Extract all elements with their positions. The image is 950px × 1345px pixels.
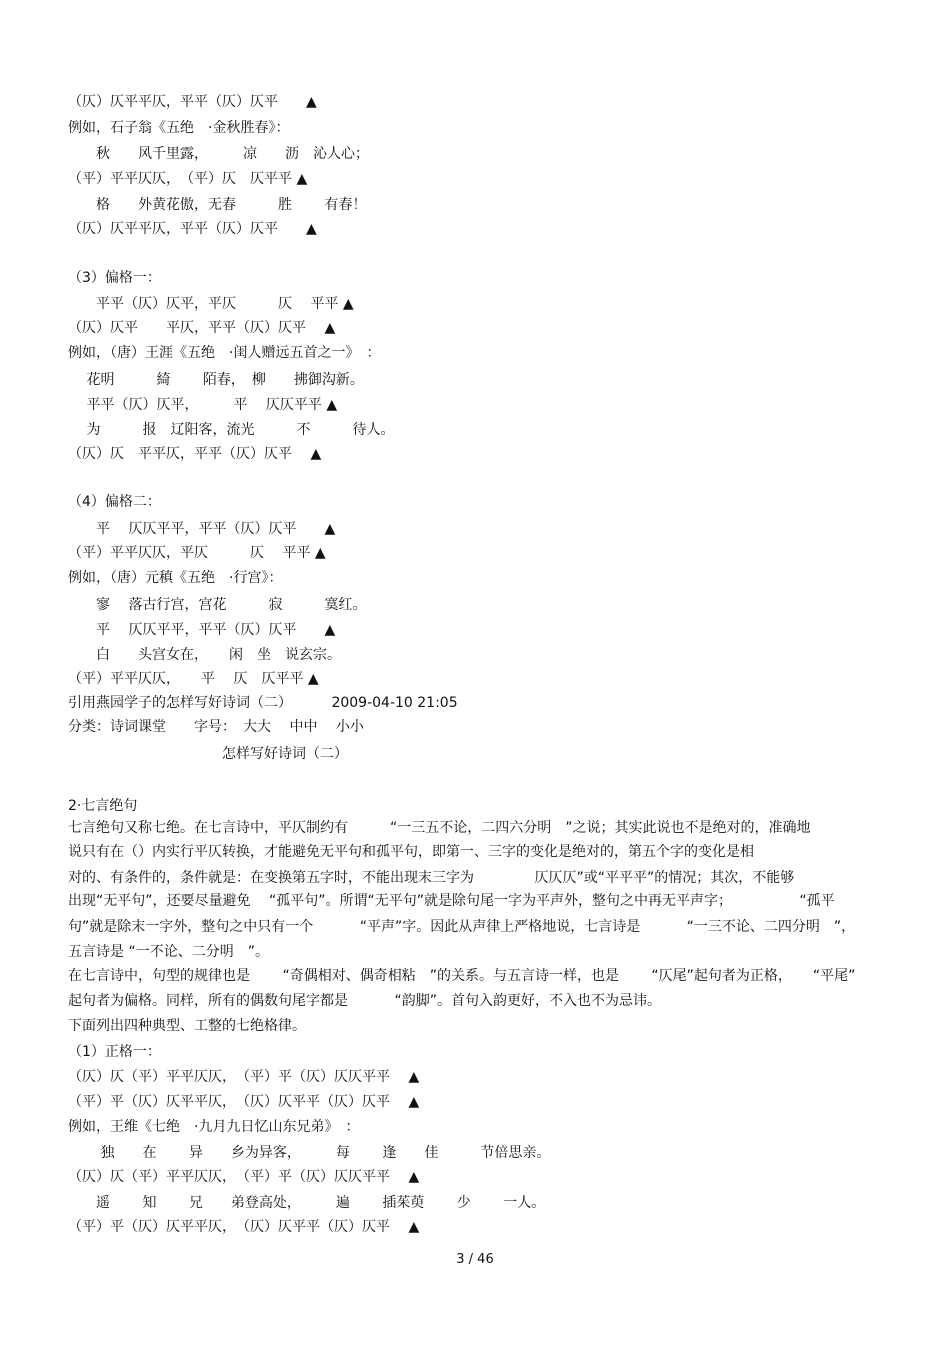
text-line: 平 仄仄平平，平平（仄）仄平 ▲	[68, 622, 336, 638]
section-heading: （1）正格一：	[68, 1044, 161, 1060]
text-line: （平）平（仄）仄平平仄， （仄）仄平平（仄）仄平 ▲	[68, 1094, 420, 1110]
text-line: 为 报 辽阳客，流光 不 待人。	[68, 422, 395, 438]
paragraph-line: 对的、有条件的，条件就是：在变换第五字时，不能出现末三字为 仄仄仄”或“平平平”的情况；其次，不能够	[68, 870, 795, 886]
text-line: 例如，（唐）王涯《五绝 ·闺人赠远五首之一》 ：	[68, 345, 381, 361]
page-number: 3 / 46	[456, 1252, 494, 1267]
text-line: 寥 落古行宫，宫花 寂 寞红。	[68, 597, 367, 613]
paragraph-line: 七言绝句又称七绝。在七言诗中，平仄制约有 “一三五不论，二四六分明 ”之说；其实此说也不是绝对的，准确地	[68, 820, 811, 836]
paragraph-line: 在七言诗中，句型的规律也是 “奇偶相对、偶奇相粘 ”的关系。与五言诗一样，也是 “仄尾”起句者为正格， “平尾”	[68, 968, 856, 984]
text-line: 平 仄仄平平，平平（仄）仄平 ▲	[68, 521, 336, 537]
text-line: 平平（仄）仄平，平仄 仄 平平 ▲	[68, 296, 354, 312]
text-line: （仄）仄 平平仄，平平（仄）仄平 ▲	[68, 446, 322, 462]
section-heading: 2·七言绝句	[68, 798, 138, 814]
text-line: （仄）仄平平仄，平平（仄）仄平 ▲	[68, 94, 317, 110]
text-line: （平）平平仄仄， （平）仄 仄平平 ▲	[68, 171, 308, 187]
text-line: （平）平平仄仄， 平 仄 仄平平 ▲	[68, 671, 319, 687]
paragraph-line: 出现“无平句”，还要尽量避免 “孤平句”。所谓“无平句”就是除句尾一字为平声外，整句之中再无平声字； “孤平	[68, 893, 835, 909]
paragraph-line: 说只有在（）内实行平仄转换，才能避免无平句和孤平句，即第一、三字的变化是绝对的，第五个字的变化是相	[68, 844, 754, 860]
text-line: 独 在 异 乡为异客， 每 逢 佳 节倍思亲。	[68, 1145, 551, 1161]
text-line: 格 外黄花傲，无春 胜 有春！	[68, 197, 367, 213]
text-line: 白 头宫女在， 闲 坐 说玄宗。	[68, 647, 341, 663]
text-line: （仄）仄平平仄，平平（仄）仄平 ▲	[68, 221, 317, 237]
text-line: （仄）仄平 平仄，平平（仄）仄平 ▲	[68, 320, 336, 336]
article-header: 引用燕园学子的怎样写好诗词（二） 2009-04-10 21:05	[68, 695, 458, 711]
text-line: （平）平（仄）仄平平仄， （仄）仄平平（仄）仄平 ▲	[68, 1219, 420, 1235]
text-line: 例如，石子翁《五绝 ·金秋胜春》：	[68, 120, 290, 136]
text-line: （仄）仄（平）平平仄仄， （平）平（仄）仄仄平平 ▲	[68, 1069, 420, 1085]
paragraph-line: 句”就是除末一字外，整句之中只有一个 “平声”字。因此从声律上严格地说，七言诗是 “一三不论、二四分明 ”，	[68, 919, 856, 935]
paragraph-line: 下面列出四种典型、工整的七绝格律。	[68, 1018, 306, 1034]
section-heading: （4）偏格二：	[68, 494, 161, 510]
article-title: 怎样写好诗词（二）	[68, 746, 348, 762]
text-line: 例如，王维《七绝 ·九月九日忆山东兄弟》 ：	[68, 1119, 360, 1135]
paragraph-line: 五言诗是 “一不论、二分明 ”。	[68, 944, 269, 960]
text-line: 例如，（唐）元稹《五绝 ·行宫》：	[68, 570, 283, 586]
paragraph-line: 起句者为偏格。同样，所有的偶数句尾字都是 “韵脚”。首句入韵更好，不入也不为忌讳。	[68, 993, 661, 1009]
text-line: 花明 綺 陌春， 柳 拂御沟新。	[68, 372, 364, 388]
section-heading: （3）偏格一：	[68, 270, 161, 286]
text-line: 平平（仄）仄平， 平 仄仄平平 ▲	[68, 397, 338, 413]
text-line: 秋 风千里露， 凉 沥 沁人心；	[68, 146, 369, 162]
text-line: （仄）仄（平）平平仄仄， （平）平（仄）仄仄平平 ▲	[68, 1169, 420, 1185]
text-line: 遥 知 兄 弟登高处， 遍 插茱萸 少 一人。	[68, 1195, 546, 1211]
category-and-font-size: 分类：诗词课堂 字号： 大大 中中 小小	[68, 719, 364, 735]
text-line: （平）平平仄仄，平仄 仄 平平 ▲	[68, 545, 326, 561]
